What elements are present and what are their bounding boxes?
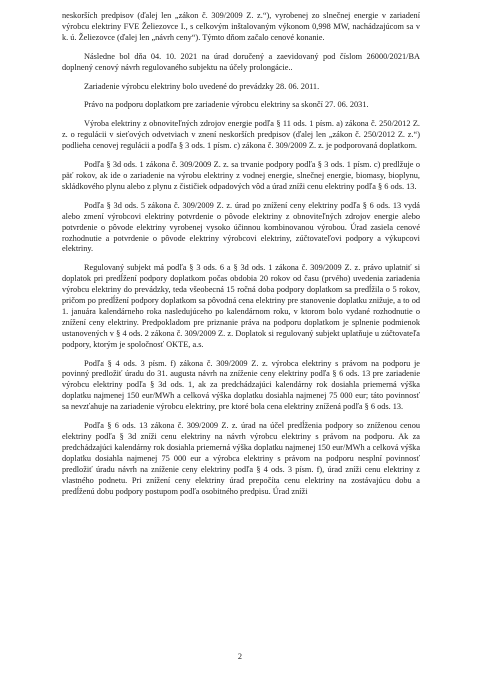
paragraph-support-end: Právo na podporu doplatkom pre zariadenie výrobcu elektriny sa skončí 27. 06. 2031. (84, 100, 369, 110)
paragraph-commissioning: Zariadenie výrobcu elektriny bolo uvedené do prevádzky 28. 06. 2011. (84, 81, 320, 91)
paragraph-regulation: Výroba elektriny z obnoviteľných zdrojov energie podľa § 11 ods. 1 písm. a) zákona č. 250/2012 Z. z. o regulácii v sieťových odvetviach v znení neskorších predpisov (ďalej len „zákon č. 250/2012 Z. z.“) podlieha cenovej regulácii a podľa § 3 ods. 1 písm. c) zákona č. 309/2009 Z. z. je podporovaná doplatkom. (62, 119, 420, 151)
paragraph-supplement: Následne bol dňa 04. 10. 2021 na úrad doručený a zaevidovaný pod číslom 26000/2021/BA doplnený cenový návrh regulovaného subjektu na účely prolongácie.. (62, 51, 420, 72)
page-number: 2 (237, 652, 243, 661)
paragraph-4-ods-3: Podľa § 4 ods. 3 písm. f) zákona č. 309/2009 Z. z. výrobca elektriny s právom na podporu je povinný predložiť úradu do 31. augusta návrh na zníženie ceny elektriny podľa § 6 ods. 13 pre zariadenie výrobcu elektriny podľa § 3d ods. 1, ak za predchádzajúci kalendárny rok dosiahla priemerná výška doplatku najmenej 150 eur/MWh a celková výška doplatku dosiahla najmenej 75 000 eur; táto povinnosť sa nevzťahuje na zariadenie výrobcu elektriny, pre ktoré bola cena elektriny znížená podľa § 6 ods. 13. (62, 358, 420, 412)
paragraph-6-ods-13: Podľa § 6 ods. 13 zákona č. 309/2009 Z. z. úrad na účel predĺženia podpory so zníženou cenou elektriny podľa § 3d zníži cenu elektriny na návrh výrobcu elektriny s právom na podporu. Ak za predchádzajúci kalendárny rok dosiahla priemerná výška doplatku najmenej 150 eur/MWh a celková výška doplatku dosiahla najmenej 75 000 eur a výrobca elektriny s právom na podporu nesplní povinnosť predložiť úradu návrh na zníženie ceny elektriny podľa § 4 ods. 3 písm. f), úrad zníži cenu elektriny z vlastného podnetu. Pri znížení ceny elektriny úrad prepočíta cenu elektriny na zostávajúcu dobu a predĺženú dobu podpory postupom podľa osobitného predpisu. Úrad zníži (62, 421, 420, 496)
paragraph-continuation: neskorších predpisov (ďalej len „zákon č. 309/2009 Z. z.“), vyrobenej zo slnečnej energie v zariadení výrobcu elektriny FVE Želiezovce I., s celkovým inštalovaným výkonom 0,998 MW, nachádzajúcom sa v k. ú. Želiezovce (ďalej len „návrh ceny“). Týmto dňom začalo cenové konanie. (62, 11, 420, 42)
paragraph-3d-ods-1: Podľa § 3d ods. 1 zákona č. 309/2009 Z. z. sa trvanie podpory podľa § 3 ods. 1 písm. c) predlžuje o päť rokov, ak ide o zariadenie na výrobu elektriny z vodnej energie, slnečnej energie, biomasy, bioplynu, skládkového plynu alebo z plynu z čističiek odpadových vôd a úrad zníži cenu elektriny podľa § 6 ods. 13. (62, 160, 420, 191)
paragraph-regulated-subject: Regulovaný subjekt má podľa § 3 ods. 6 a § 3d ods. 1 zákona č. 309/2009 Z. z. právo uplatniť si doplatok pri predĺžení podpory doplatkom počas obdobia 20 rokov od času (prvého) uvedenia zariadenia výrobcu elektriny do prevádzky, teda všeobecná 15 ročná doba podpory doplatkom sa predĺžila o 5 rokov, pričom po predĺžení podpory doplatkom sa pôvodná cena elektriny pre stanovenie doplatku znižuje, a to od 1. januára kalendárneho roka nasledujúceho po kalendárnom roku, v ktorom bolo vydané rozhodnutie o znížení ceny elektriny. Predpokladom pre priznanie práva na podporu doplatkom je splnenie podmienok ustanovených v § 4 ods. 2 zákona č. 309/2009 Z. z. Doplatok si regulovaný subjekt uplatňuje u zúčtovateľa podpory, ktorým je spoločnosť OKTE, a.s. (62, 263, 420, 349)
paragraph-3d-ods-5: Podľa § 3d ods. 5 zákona č. 309/2009 Z. z. úrad po znížení ceny elektriny podľa § 6 ods. 13 vydá alebo zmení výrobcovi elektriny potvrdenie o pôvode elektriny z obnoviteľných zdrojov energie alebo potvrdenie o pôvode elektriny vyrobenej vysoko účinnou kombinovanou výrobou. Úrad zasiela cenové rozhodnutie a potvrdenie o pôvode elektriny výrobcovi elektriny, zúčtovateľovi podpory a výkupcovi elektriny. (62, 200, 420, 254)
